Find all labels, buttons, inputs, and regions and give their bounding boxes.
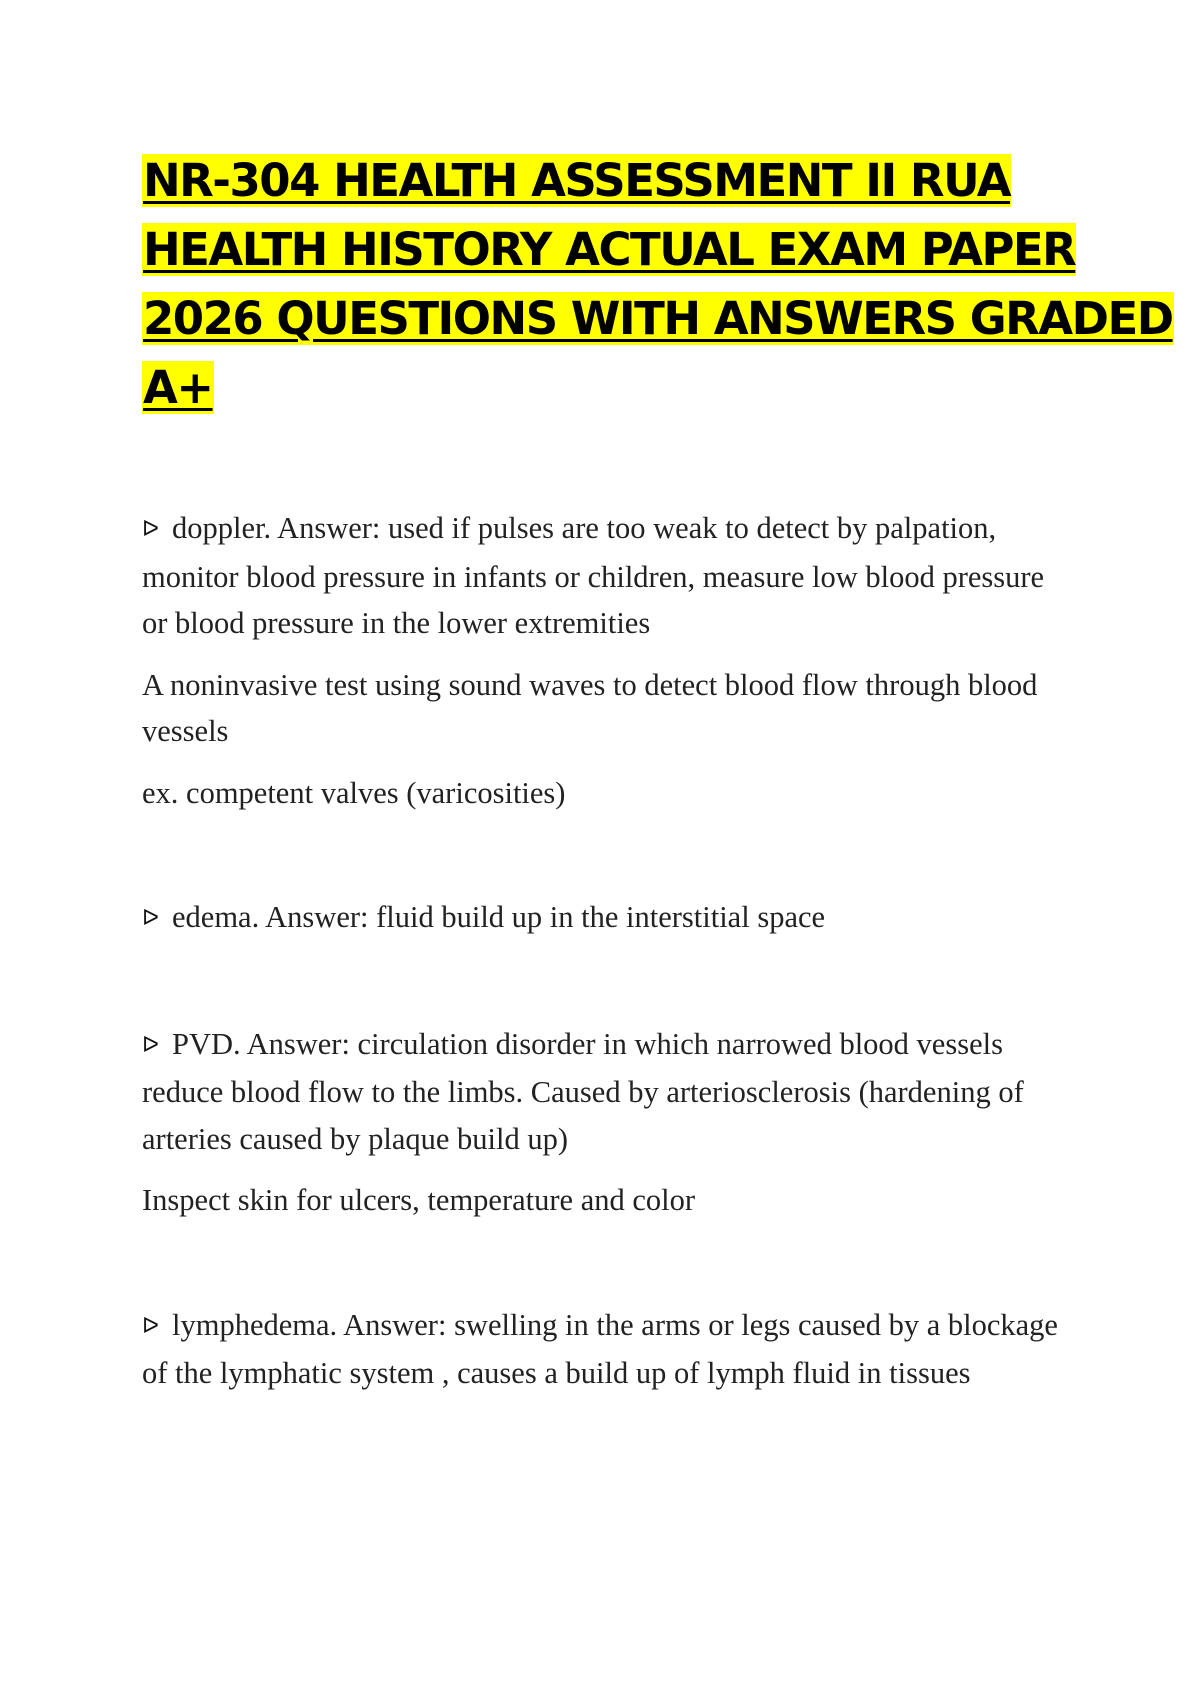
qa-item-lymphedema (142, 1302, 1067, 1397)
title-line-4 (142, 353, 1072, 422)
title-line-2-text: HEALTH HISTORY ACTUAL EXAM PAPER (143, 223, 1076, 276)
qa-item-doppler (142, 505, 1067, 816)
qa-item-text (142, 1302, 1067, 1397)
qa-question-answer: PVD. Answer: circulation disorder in which narrowed blood vessels reduce blood flow to the limbs. Caused by arteriosclerosis (hardening of arteries caused by plaque build up) (142, 1026, 1024, 1156)
title-line-3 (142, 284, 1173, 353)
qa-question-answer: lymphedema. Answer: swelling in the arms or legs caused by a blockage of the lymphatic system , causes a build up of lymph fluid in tissues (142, 1307, 1058, 1390)
title-line-3-text: 2026 QUESTIONS WITH ANSWERS GRADED (143, 292, 1173, 345)
qa-item-text (142, 505, 1067, 647)
document-title (142, 146, 1173, 422)
bullet-icon: ᐅ (142, 1313, 159, 1339)
qa-item-edema (142, 894, 1067, 943)
qa-item-pvd (142, 1021, 1067, 1224)
qa-list (142, 505, 1067, 1397)
qa-item-text (142, 894, 1067, 943)
qa-extra-note: Inspect skin for ulcers, temperature and color (142, 1183, 696, 1217)
title-line-4-text: A+ (143, 361, 213, 414)
bullet-icon: ᐅ (142, 1032, 159, 1058)
qa-item-text (142, 1021, 1067, 1163)
qa-question-answer: edema. Answer: fluid build up in the interstitial space (172, 900, 826, 934)
title-line-1-text: NR-304 HEALTH ASSESSMENT II RUA (143, 154, 1011, 207)
bullet-icon: ᐅ (142, 906, 159, 931)
qa-question-answer: doppler. Answer: used if pulses are too weak to detect by palpation, monitor blood pressure in infants or children, measure low blood pressure or blood pressure in the lower extremities (142, 511, 1045, 640)
qa-extra-note: ex. competent valves (varicosities) (142, 775, 566, 810)
title-line-1 (142, 146, 1072, 215)
bullet-icon: ᐅ (142, 517, 159, 542)
qa-extra-note: A noninvasive test using sound waves to detect blood flow through blood vessels (142, 667, 1038, 748)
title-line-2 (142, 215, 1076, 284)
